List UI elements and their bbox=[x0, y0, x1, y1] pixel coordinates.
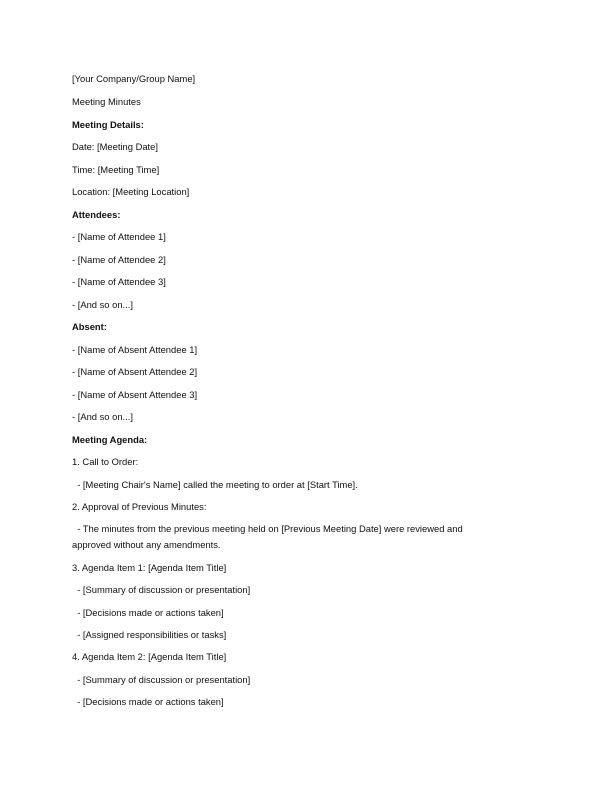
meeting-time: Time: [Meeting Time] bbox=[72, 164, 160, 175]
agenda-note: - [Decisions made or actions taken] bbox=[72, 607, 224, 618]
agenda-note: - [Summary of discussion or presentation] bbox=[72, 584, 251, 595]
agenda-note: - The minutes from the previous meeting held on [Previous Meeting Date] were reviewed and approved without any amendments. bbox=[72, 523, 466, 550]
agenda-item-title: 3. Agenda Item 1: [Agenda Item Title] bbox=[72, 562, 227, 573]
meeting-details-heading: Meeting Details: bbox=[72, 119, 144, 130]
attendee-item: - [Name of Attendee 1] bbox=[72, 231, 166, 242]
document-title: Meeting Minutes bbox=[72, 96, 141, 107]
absent-item: - [Name of Absent Attendee 3] bbox=[72, 389, 198, 400]
meeting-date: Date: [Meeting Date] bbox=[72, 141, 158, 152]
agenda-heading: Meeting Agenda: bbox=[72, 434, 148, 445]
attendees-heading: Attendees: bbox=[72, 209, 121, 220]
agenda-note: - [Summary of discussion or presentation] bbox=[72, 674, 251, 685]
absent-item: - [Name of Absent Attendee 2] bbox=[72, 366, 198, 377]
agenda-note: - [Meeting Chair's Name] called the meeting to order at [Start Time]. bbox=[72, 479, 358, 490]
agenda-item-title: 2. Approval of Previous Minutes: bbox=[72, 501, 207, 512]
attendee-item: - [And so on...] bbox=[72, 299, 133, 310]
absent-item: - [Name of Absent Attendee 1] bbox=[72, 344, 198, 355]
absent-heading: Absent: bbox=[72, 321, 107, 332]
attendee-item: - [Name of Attendee 2] bbox=[72, 254, 166, 265]
company-name: [Your Company/Group Name] bbox=[72, 73, 196, 84]
agenda-note: - [Decisions made or actions taken] bbox=[72, 696, 224, 707]
attendee-item: - [Name of Attendee 3] bbox=[72, 276, 166, 287]
agenda-item-title: 4. Agenda Item 2: [Agenda Item Title] bbox=[72, 651, 227, 662]
agenda-item-title: 1. Call to Order: bbox=[72, 456, 139, 467]
absent-item: - [And so on...] bbox=[72, 411, 133, 422]
agenda-note: - [Assigned responsibilities or tasks] bbox=[72, 629, 227, 640]
meeting-location: Location: [Meeting Location] bbox=[72, 186, 190, 197]
